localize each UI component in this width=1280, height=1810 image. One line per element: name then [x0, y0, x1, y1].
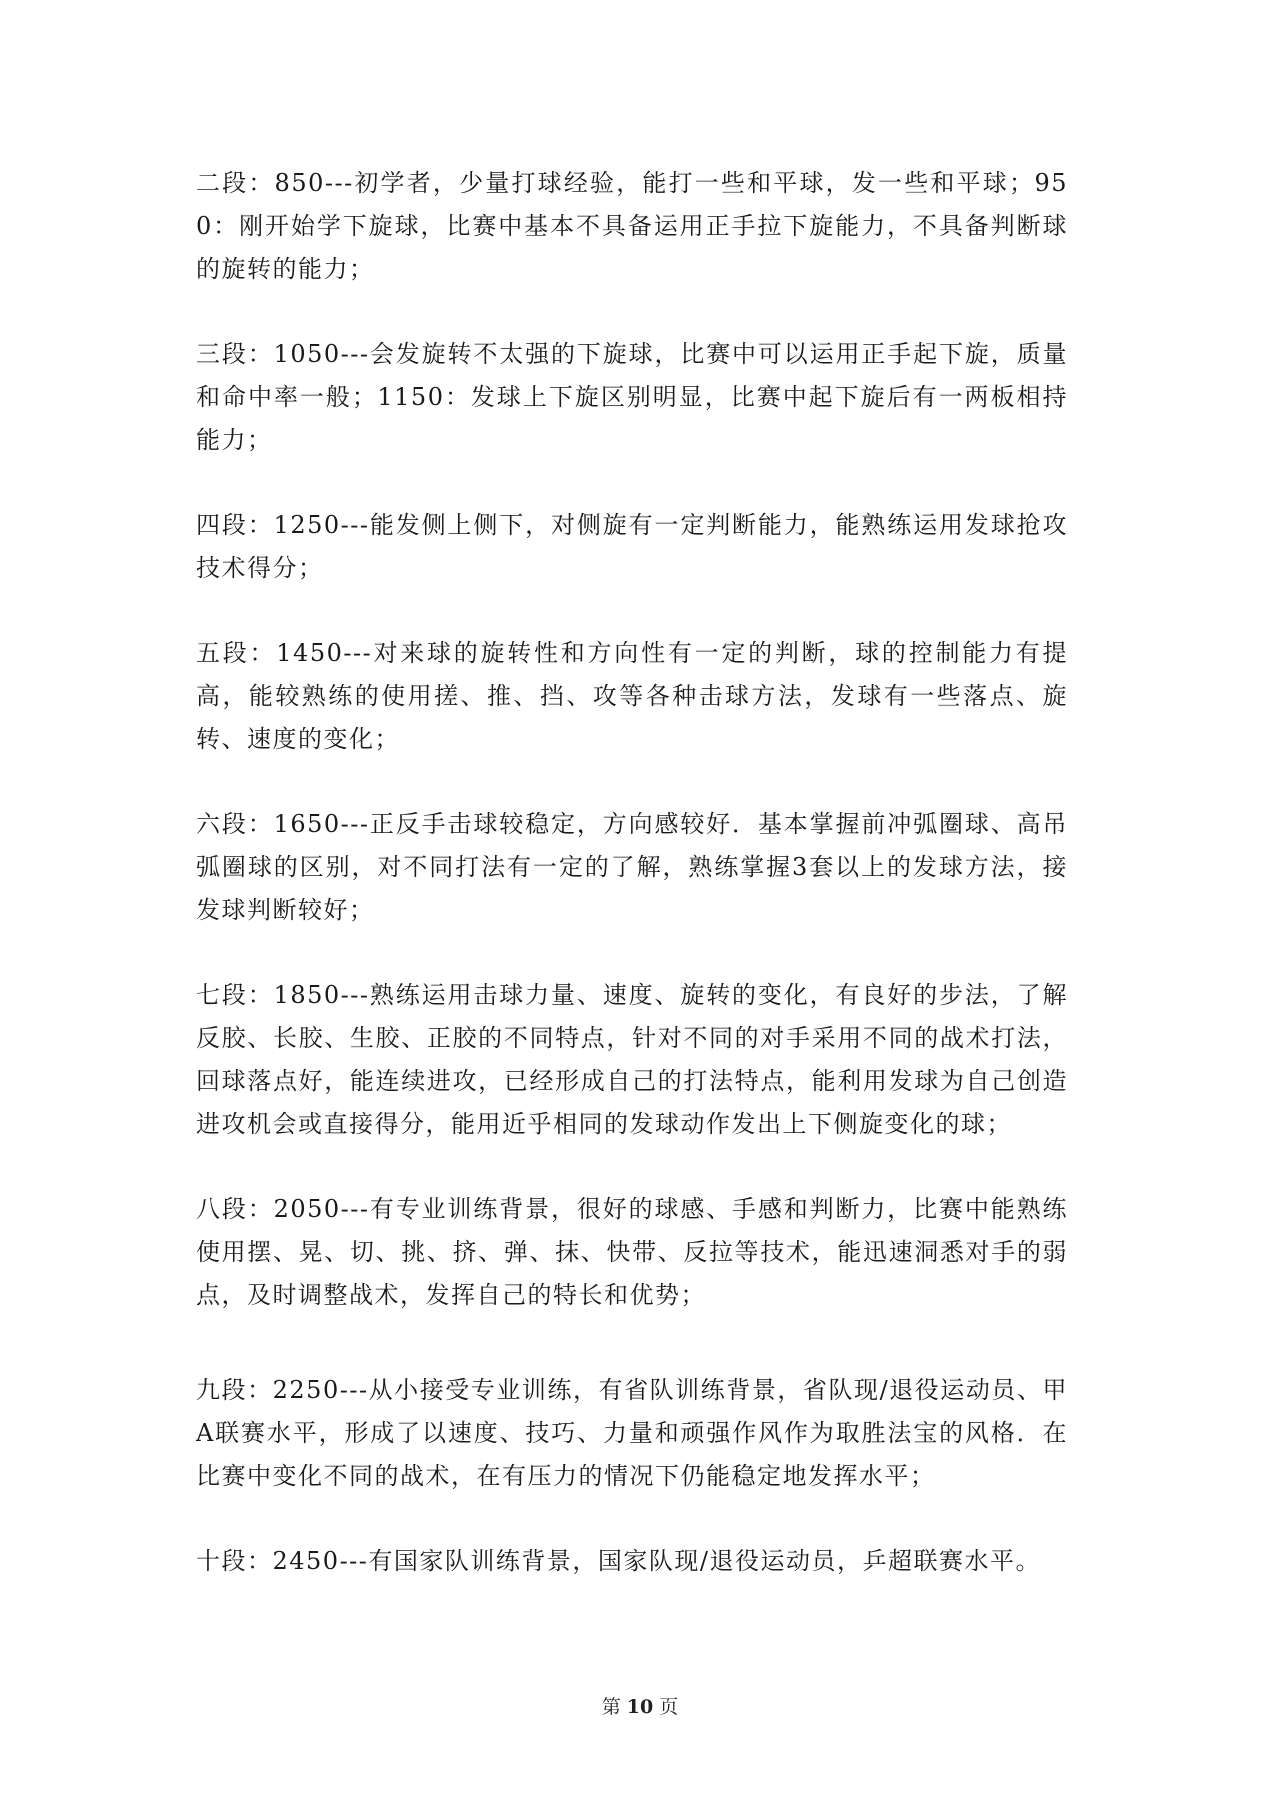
paragraph-level-9: 九段：2250---从小接受专业训练，有省队训练背景，省队现/退役运动员、甲A联赛水平，形成了以速度、技巧、力量和顽强作风作为取胜法宝的风格．在比赛中变化不同的战术，在有压力的情况下仍能稳定地发挥水平； [196, 1376, 1068, 1490]
paragraph-level-2: 二段：850---初学者，少量打球经验，能打一些和平球，发一些和平球；950：刚开始学下旋球，比赛中基本不具备运用正手拉下旋能力，不具备判断球的旋转的能力； [196, 169, 1068, 283]
paragraph-level-8: 八段：2050---有专业训练背景，很好的球感、手感和判断力，比赛中能熟练使用摆、晃、切、挑、挤、弹、抹、快带、反拉等技术，能迅速洞悉对手的弱点，及时调整战术，发挥自己的特长和优势； [196, 1195, 1068, 1309]
page-number: 10 [626, 1696, 654, 1718]
paragraph-level-7: 七段：1850---熟练运用击球力量、速度、旋转的变化，有良好的步法，了解反胶、长胶、生胶、正胶的不同特点，针对不同的对手采用不同的战术打法，回球落点好，能连续进攻，已经形成自己的打法特点，能利用发球为自己创造进攻机会或直接得分，能用近乎相同的发球动作发出上下侧旋变化的球； [196, 981, 1068, 1138]
page-footer-prefix: 第 [601, 1696, 621, 1718]
paragraph-level-3: 三段：1050---会发旋转不太强的下旋球，比赛中可以运用正手起下旋，质量和命中率一般；1150：发球上下旋区别明显，比赛中起下旋后有一两板相持能力； [196, 340, 1068, 454]
document-body [196, 162, 1068, 1583]
paragraph-level-10: 十段：2450---有国家队训练背景，国家队现/退役运动员，乒超联赛水平。 [196, 1547, 1041, 1575]
page-footer-suffix: 页 [659, 1696, 679, 1718]
paragraph-level-4: 四段：1250---能发侧上侧下，对侧旋有一定判断能力，能熟练运用发球抢攻技术得分； [196, 511, 1068, 582]
paragraph-level-6: 六段：1650---正反手击球较稳定，方向感较好．基本掌握前冲弧圈球、高吊弧圈球的区别，对不同打法有一定的了解，熟练掌握3套以上的发球方法，接发球判断较好； [196, 810, 1068, 924]
page-footer [0, 1692, 1280, 1719]
paragraph-level-5: 五段：1450---对来球的旋转性和方向性有一定的判断，球的控制能力有提高，能较熟练的使用搓、推、挡、攻等各种击球方法，发球有一些落点、旋转、速度的变化； [196, 639, 1068, 753]
